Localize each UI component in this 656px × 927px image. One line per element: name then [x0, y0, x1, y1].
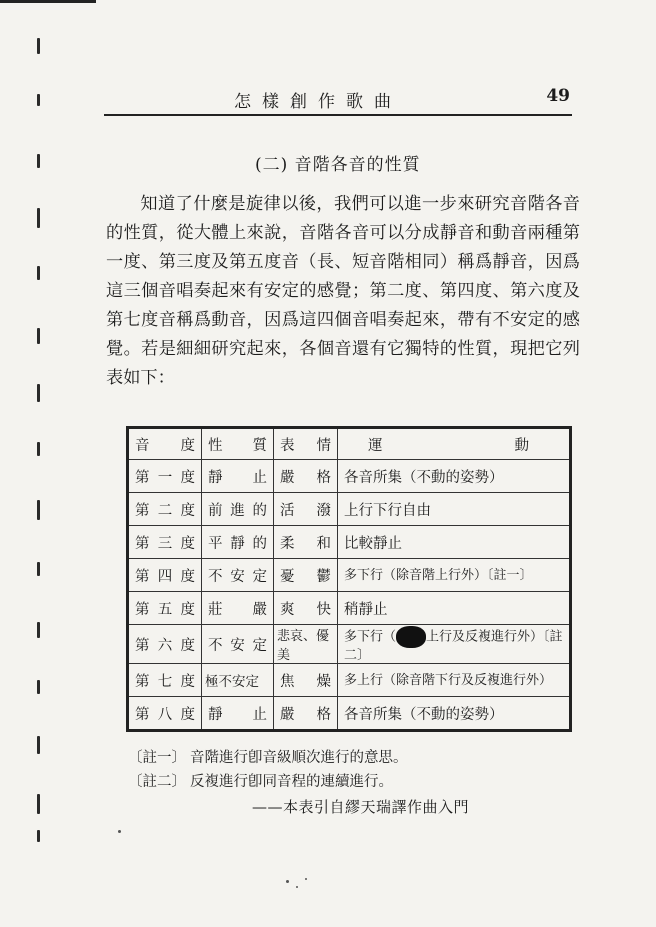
- cell-degree: 第三度: [128, 526, 202, 559]
- table-row: [128, 559, 571, 592]
- footnote-tag: 〔註一〕: [128, 750, 186, 766]
- paper-speck: [118, 830, 121, 833]
- cell-motion: 比較靜止: [338, 526, 571, 559]
- header-title: 怎樣創作歌曲: [234, 92, 402, 112]
- cell-degree: 第六度: [128, 625, 202, 664]
- header-emotion: 表 情: [274, 428, 338, 460]
- section-title: (二) 音階各音的性質: [255, 155, 421, 175]
- cell-emotion: 焦 燥: [274, 664, 338, 697]
- cell-emotion: 悲哀、優美: [274, 625, 338, 664]
- footnote: [128, 746, 568, 770]
- table-row: [128, 592, 571, 625]
- top-edge-rule: [0, 0, 96, 3]
- table-row: [128, 697, 571, 731]
- cell-emotion: 嚴 格: [274, 697, 338, 731]
- table-row: [128, 493, 571, 526]
- paper-speck: [296, 886, 298, 888]
- cell-motion: 各音所集（不動的姿勢）: [338, 460, 571, 493]
- cell-nature: 不安定: [202, 625, 274, 664]
- cell-degree: 第四度: [128, 559, 202, 592]
- cell-motion: 多上行（除音階下行及反複進行外）: [338, 664, 571, 697]
- header-degree: 音 度: [128, 428, 202, 460]
- page-number: 49: [546, 86, 570, 106]
- cell-motion: 各音所集（不動的姿勢）: [338, 697, 571, 731]
- body-paragraph: 知道了什麼是旋律以後，我們可以進一步來研究音階各音的性質，從大體上來說，音階各音可以分成靜音和動音兩種第一度、第三度及第五度音（長、短音階相同）稱爲靜音，因爲這三個音唱奏起來有安定的感覺；第二度、第四度、第六度及第七度音稱爲動音，因爲這四個音唱奏起來，帶有不安定的感覺。若是細細研究起來，各個音還有它獨特的性質，現把它列表如下：: [106, 194, 580, 388]
- scale-degree-table: [126, 426, 572, 732]
- cell-nature: 靜 止: [202, 697, 274, 731]
- cell-degree: 第八度: [128, 697, 202, 731]
- cell-motion: 稍靜止: [338, 592, 571, 625]
- table-source-credit: ——本表引自繆天瑞譯作曲入門: [252, 798, 470, 816]
- cell-emotion: 嚴 格: [274, 460, 338, 493]
- table-row: [128, 625, 571, 664]
- table-row: [128, 526, 571, 559]
- cell-emotion: 爽 快: [274, 592, 338, 625]
- running-header: [104, 84, 572, 116]
- cell-motion: 上行下行自由: [338, 493, 571, 526]
- cell-nature: 靜 止: [202, 460, 274, 493]
- body-text: [106, 190, 580, 393]
- binding-marks: [34, 30, 44, 860]
- paper-speck: [305, 878, 307, 880]
- cell-degree: 第五度: [128, 592, 202, 625]
- motion-text-end: 上行及反複進行外）〔註二〕: [344, 629, 563, 663]
- table-header-row: [128, 428, 571, 460]
- header-nature: 性 質: [202, 428, 274, 460]
- cell-motion: [338, 625, 571, 664]
- cell-nature: 前進的: [202, 493, 274, 526]
- paper-speck: [286, 880, 289, 883]
- ink-blot-redaction: [396, 626, 426, 648]
- footnote-text: 反複進行卽同音程的連續進行。: [190, 774, 393, 790]
- motion-text-start: 多下行（: [344, 629, 397, 644]
- footnote-tag: 〔註二〕: [128, 774, 186, 790]
- cell-degree: 第一度: [128, 460, 202, 493]
- cell-degree: 第七度: [128, 664, 202, 697]
- cell-emotion: 憂 鬱: [274, 559, 338, 592]
- cell-motion: 多下行（除音階上行外）〔註一〕: [338, 559, 571, 592]
- header-motion: 運 動: [338, 428, 571, 460]
- cell-nature: 不安定: [202, 559, 274, 592]
- footnote-text: 音階進行卽音級順次進行的意思。: [190, 750, 408, 766]
- cell-nature: 平靜的: [202, 526, 274, 559]
- table-row: [128, 460, 571, 493]
- cell-emotion: 活 潑: [274, 493, 338, 526]
- footnotes: [128, 746, 568, 794]
- cell-emotion: 柔 和: [274, 526, 338, 559]
- cell-degree: 第二度: [128, 493, 202, 526]
- table-row: [128, 664, 571, 697]
- cell-nature: 極不安定: [202, 664, 274, 697]
- cell-nature: 莊 嚴: [202, 592, 274, 625]
- footnote: [128, 770, 568, 794]
